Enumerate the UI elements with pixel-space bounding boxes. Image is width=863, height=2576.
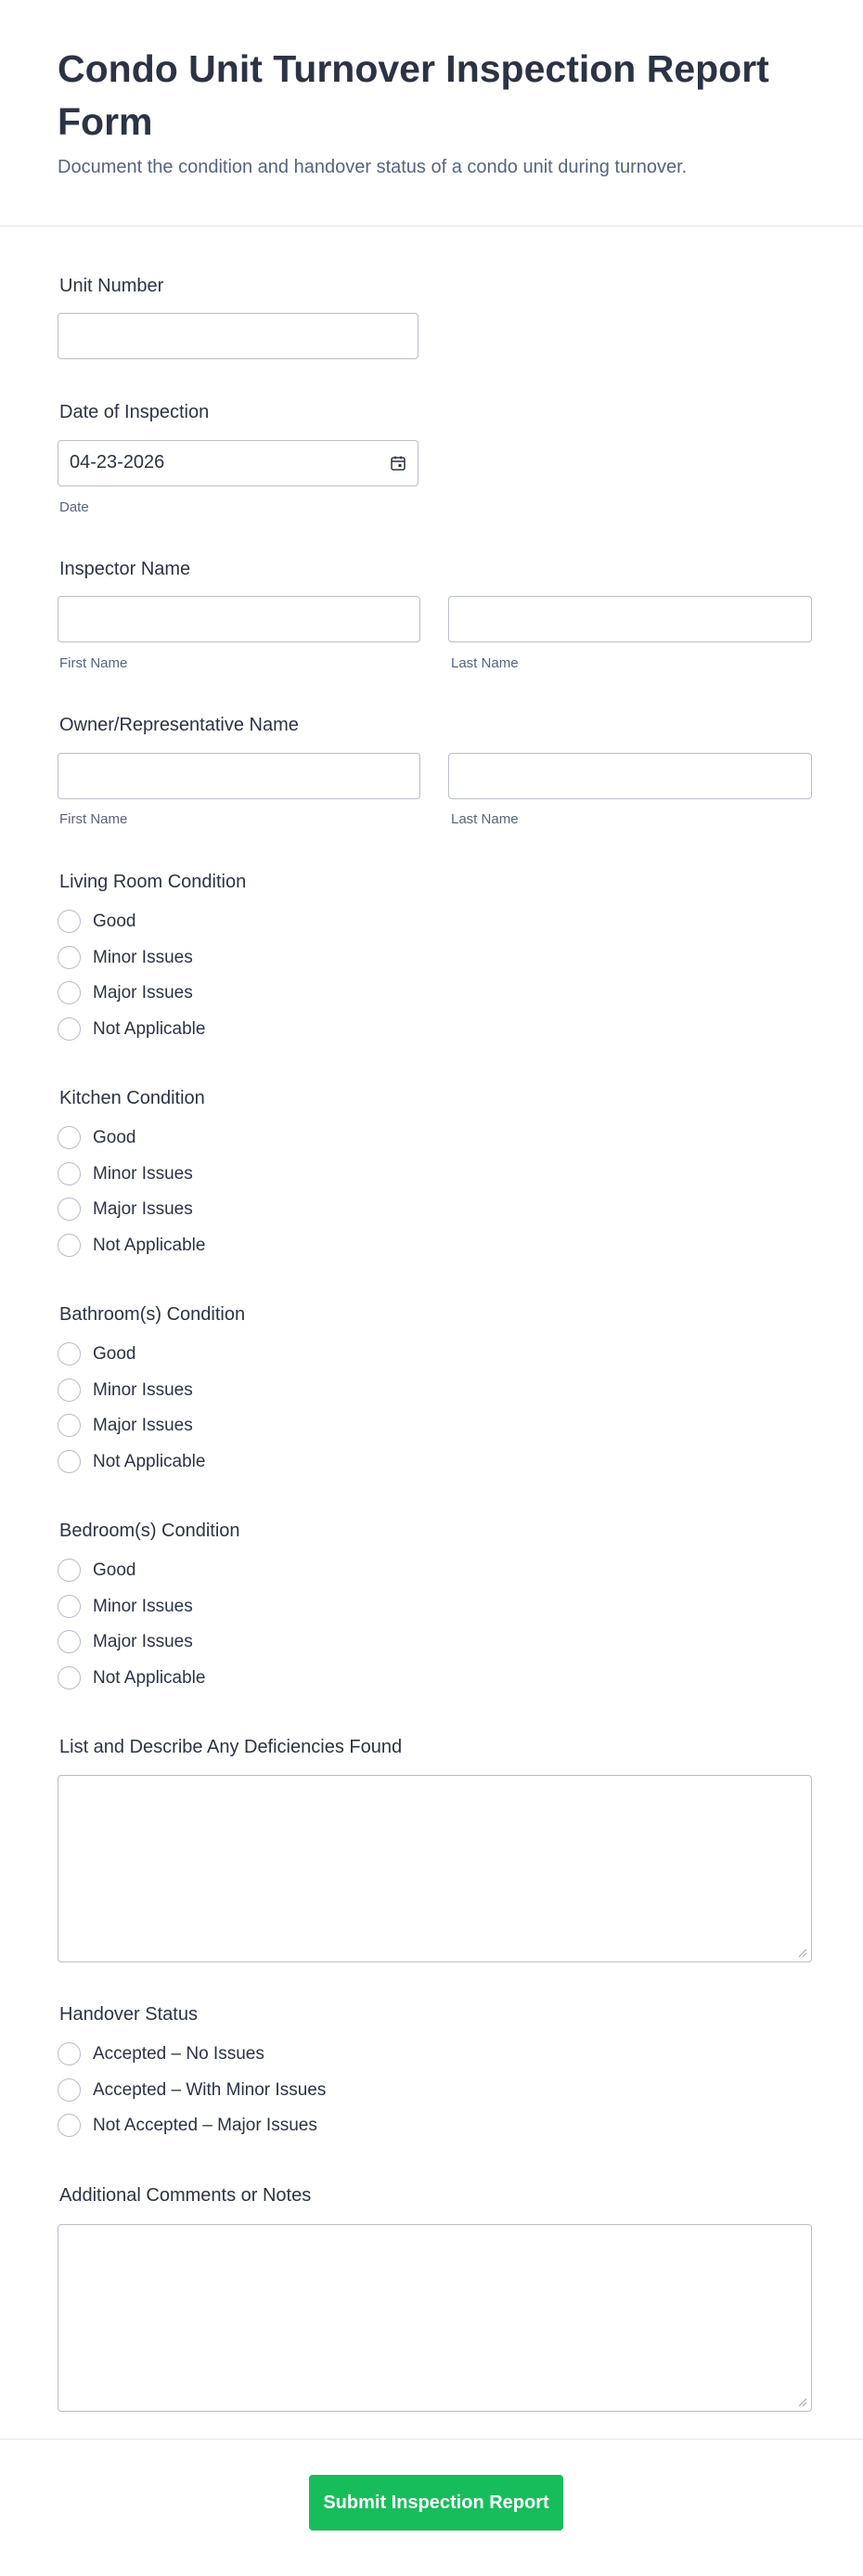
radio-label: Accepted – No Issues <box>93 2044 264 2064</box>
radio-button[interactable] <box>58 1162 81 1185</box>
kitchen-label: Kitchen Condition <box>59 1088 205 1108</box>
owner-name-label: Owner/Representative Name <box>59 715 299 735</box>
radio-label: Minor Issues <box>93 948 193 967</box>
inspection-date-value: 04-23-2026 <box>70 452 165 472</box>
inspection-date-input[interactable] <box>58 440 419 486</box>
radio-label: Minor Issues <box>93 1164 193 1184</box>
comments-label: Additional Comments or Notes <box>59 2185 312 2206</box>
radio-button[interactable] <box>58 946 81 969</box>
unit-number-label: Unit Number <box>59 276 164 296</box>
inspection-date-label: Date of Inspection <box>59 402 210 422</box>
inspector-last-name-sublabel: Last Name <box>451 655 519 671</box>
radio-button[interactable] <box>58 1379 81 1402</box>
handover-status-label: Handover Status <box>59 2004 198 2025</box>
radio-label: Good <box>93 1560 136 1580</box>
inspector-first-name-sublabel: First Name <box>59 655 128 671</box>
page-description: Document the condition and handover status of a condo unit during turnover. <box>58 157 688 177</box>
radio-button[interactable] <box>58 1126 81 1149</box>
radio-button[interactable] <box>58 1234 81 1257</box>
radio-label: Not Applicable <box>93 1236 206 1255</box>
comments-textarea[interactable] <box>58 2224 812 2412</box>
deficiencies-textarea[interactable] <box>58 1775 812 1962</box>
bedroom-label: Bedroom(s) Condition <box>59 1521 240 1541</box>
owner-first-name-sublabel: First Name <box>59 811 128 827</box>
radio-button[interactable] <box>58 1197 81 1221</box>
radio-label: Not Applicable <box>93 1668 206 1688</box>
submit-button[interactable]: Submit Inspection Report <box>309 2475 563 2531</box>
radio-button[interactable] <box>58 1630 81 1653</box>
radio-button[interactable] <box>58 2078 81 2102</box>
radio-button[interactable] <box>58 1342 81 1366</box>
radio-label: Good <box>93 1128 136 1147</box>
inspector-name-label: Inspector Name <box>59 559 191 579</box>
radio-label: Minor Issues <box>93 1597 193 1616</box>
radio-button[interactable] <box>58 981 81 1004</box>
bathroom-label: Bathroom(s) Condition <box>59 1304 246 1325</box>
unit-number-input[interactable] <box>58 313 419 359</box>
deficiencies-label: List and Describe Any Deficiencies Found <box>59 1737 403 1757</box>
radio-button[interactable] <box>58 1017 81 1041</box>
radio-label: Major Issues <box>93 1632 193 1651</box>
inspector-last-name-input[interactable] <box>448 596 812 642</box>
owner-last-name-input[interactable] <box>448 753 812 799</box>
radio-label: Not Accepted – Major Issues <box>93 2116 317 2135</box>
radio-label: Not Applicable <box>93 1019 206 1039</box>
owner-last-name-sublabel: Last Name <box>451 811 519 827</box>
living-room-label: Living Room Condition <box>59 872 247 892</box>
radio-label: Good <box>93 1344 136 1364</box>
inspection-date-sublabel: Date <box>59 499 89 515</box>
radio-label: Minor Issues <box>93 1380 193 1400</box>
radio-label: Accepted – With Minor Issues <box>93 2080 327 2100</box>
calendar-icon[interactable] <box>390 455 406 472</box>
owner-first-name-input[interactable] <box>58 753 420 799</box>
radio-button[interactable] <box>58 2114 81 2137</box>
form-footer <box>0 2439 863 2576</box>
resize-handle-icon[interactable] <box>798 2398 807 2407</box>
radio-button[interactable] <box>58 1414 81 1437</box>
form-header <box>0 0 863 227</box>
inspector-first-name-input[interactable] <box>58 596 420 642</box>
radio-button[interactable] <box>58 1450 81 1473</box>
radio-label: Major Issues <box>93 1416 193 1435</box>
radio-button[interactable] <box>58 2042 81 2065</box>
radio-label: Good <box>93 912 136 931</box>
radio-button[interactable] <box>58 1559 81 1582</box>
radio-label: Not Applicable <box>93 1452 206 1471</box>
radio-label: Major Issues <box>93 983 193 1003</box>
page-title: Condo Unit Turnover Inspection Report Form <box>58 47 769 143</box>
radio-button[interactable] <box>58 1666 81 1689</box>
resize-handle-icon[interactable] <box>798 1948 807 1958</box>
radio-label: Major Issues <box>93 1199 193 1219</box>
radio-button[interactable] <box>58 910 81 933</box>
radio-button[interactable] <box>58 1595 81 1618</box>
